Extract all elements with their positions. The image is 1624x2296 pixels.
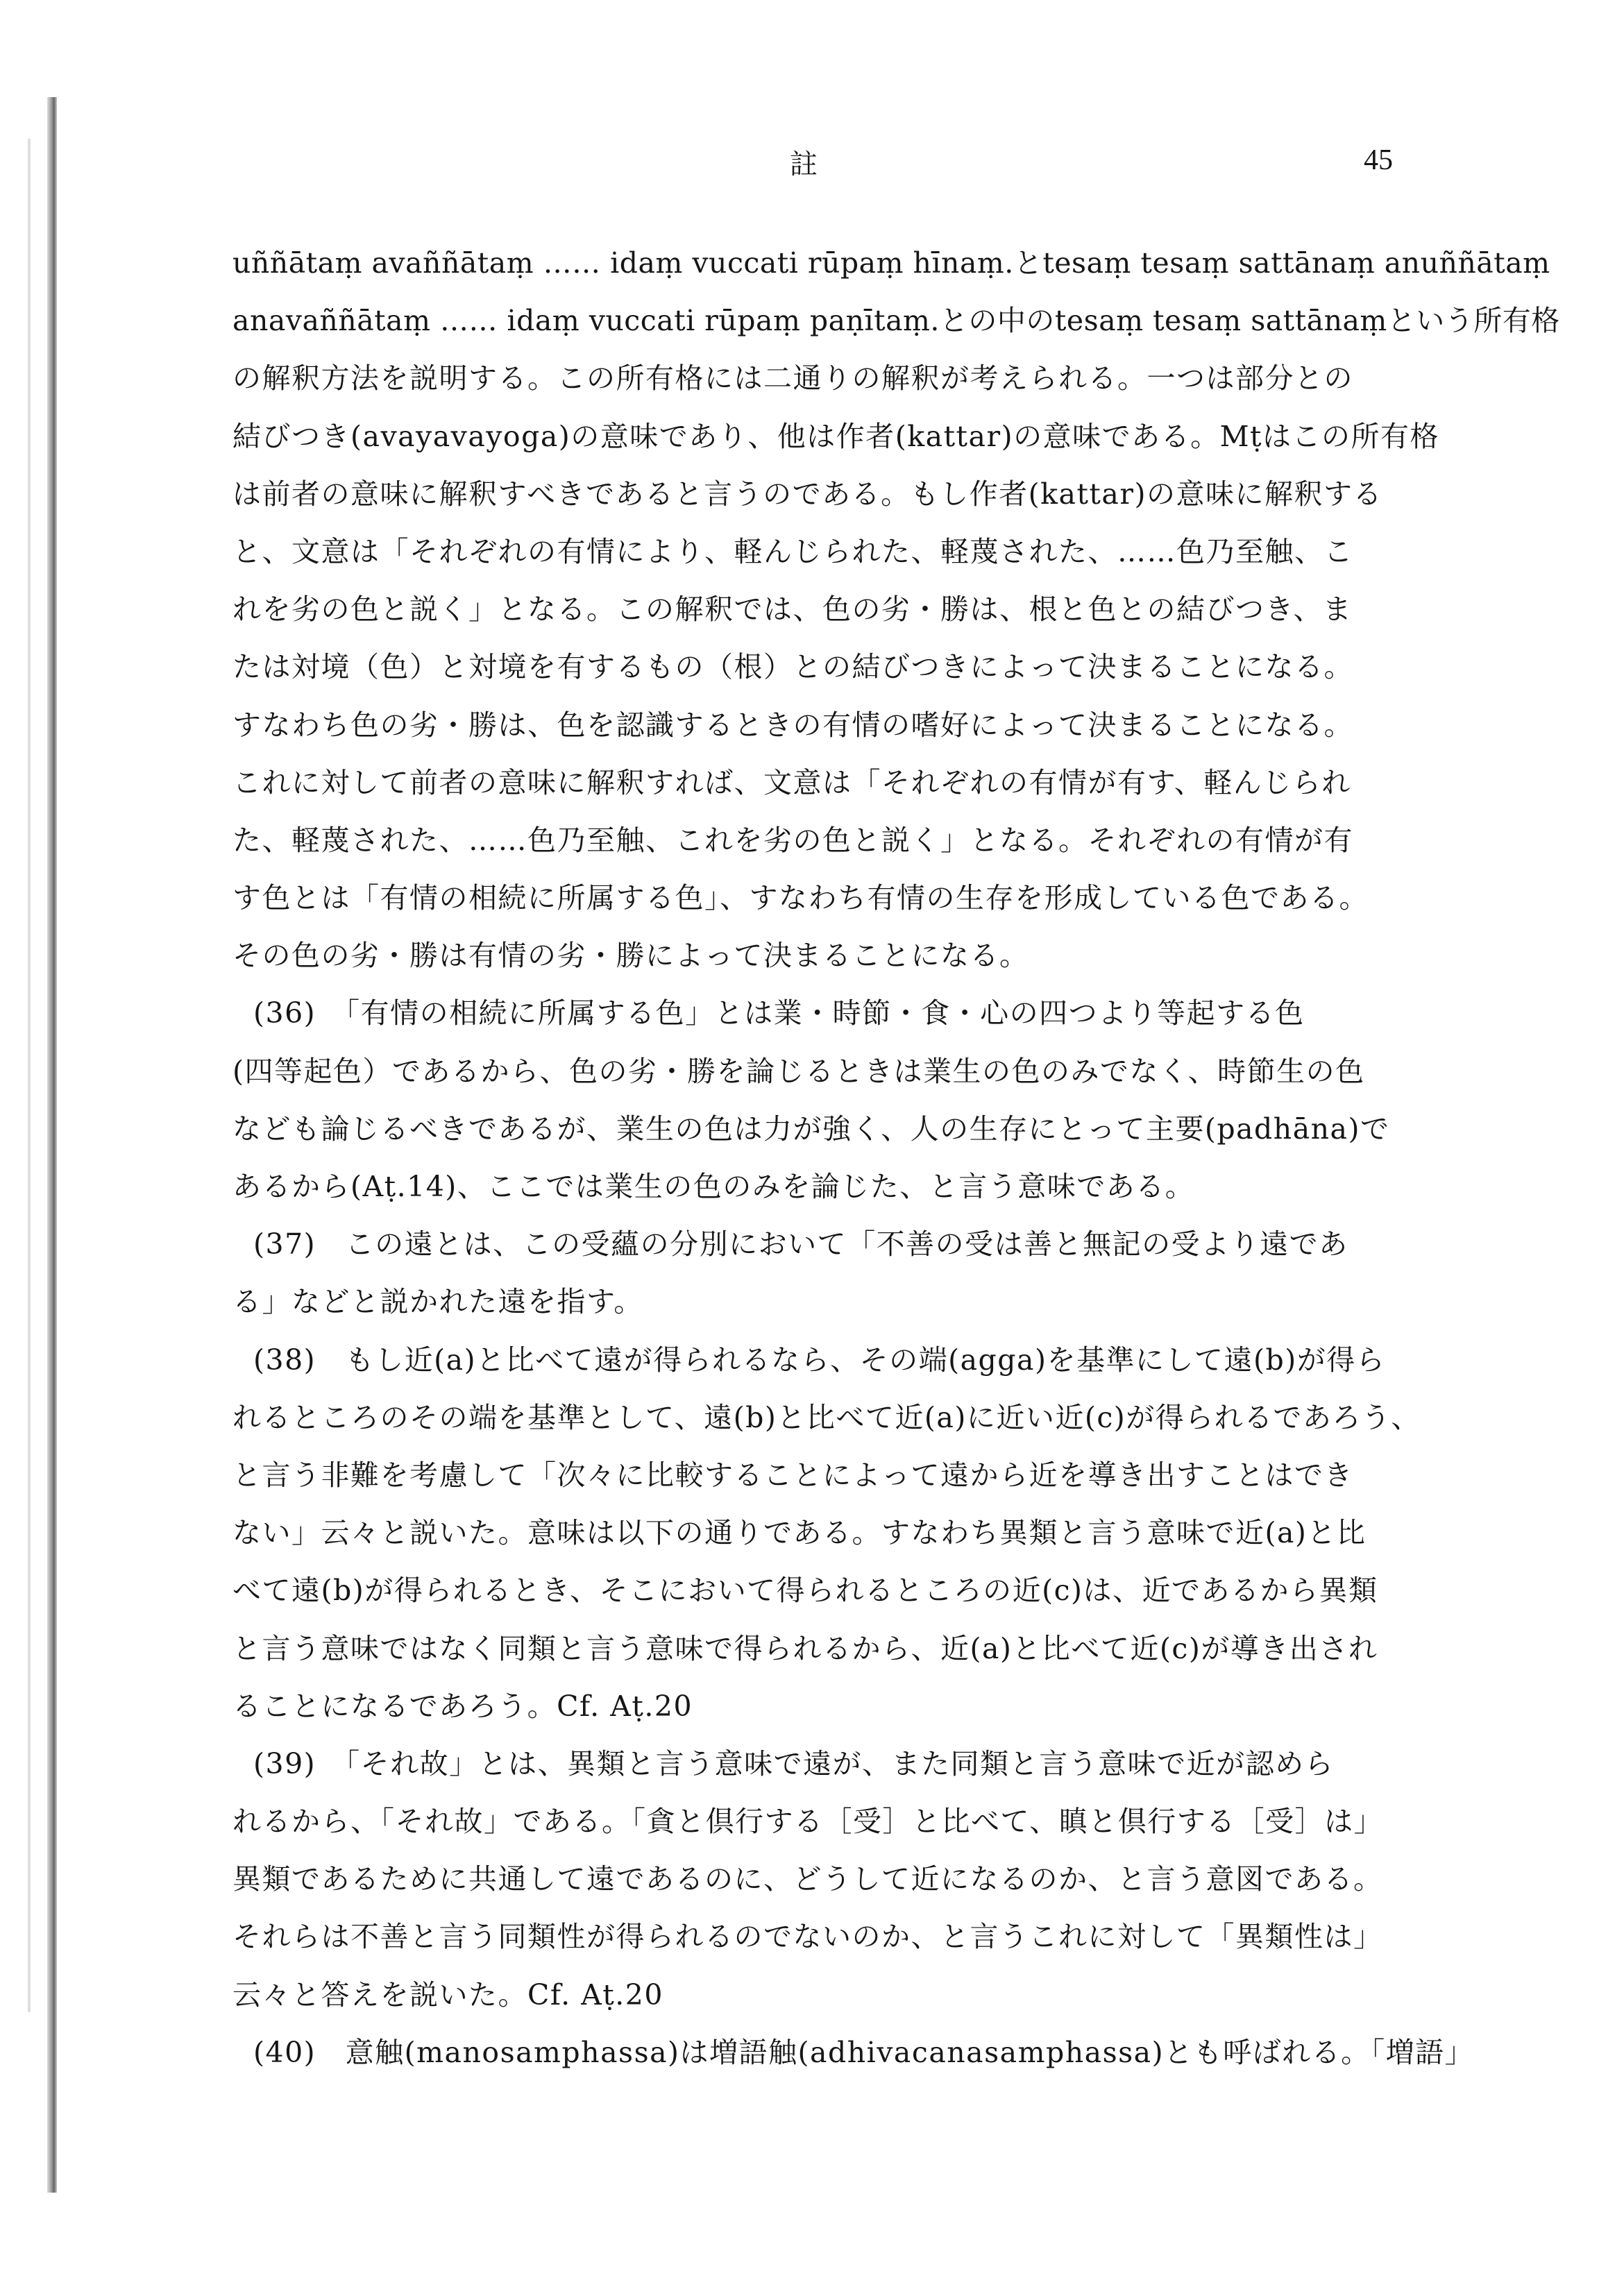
text-line: たは対境（色）と対境を有するもの（根）との結びつきによって決まることになる。 [232, 650, 1353, 684]
text-line: その色の劣・勝は有情の劣・勝によって決まることになる。 [232, 939, 1029, 973]
text-line: べて遠(b)が得られるとき、そこにおいて得られるところの近(c)は、近であるから異類 [232, 1574, 1378, 1608]
note-first-line: (36) 「有情の相続に所属する色」とは業・時節・食・心の四つより等起する色 [253, 996, 1305, 1030]
text-line: それらは不善と言う同類性が得られるのでないのか、と言うこれに対して「異類性は」 [232, 1920, 1383, 1954]
text-line: (四等起色）であるから、色の劣・勝を論じるときは業生の色のみでなく、時節生の色 [232, 1054, 1365, 1088]
note-first-line: (40) 意触(manosamphassa)は増語触(adhivacanasamphassa)とも呼ばれる。「増語」 [253, 2035, 1475, 2069]
text-line: ることになるであろう。Cf. Aṭ.20 [232, 1689, 693, 1723]
text-line: れるから、「それ故」である。「貪と倶行する［受］と比べて、瞋と倶行する［受］は」 [232, 1805, 1384, 1839]
section-title: 註 [790, 148, 818, 180]
text-line: と、文意は「それぞれの有情により、軽んじられた、軽蔑された、……色乃至触、こ [232, 534, 1353, 568]
text-line: uññātaṃ avaññātaṃ …… idaṃ vuccati rūpaṃ hīnaṃ.とtesaṃ tesaṃ sattānaṃ anuññātaṃ [232, 246, 1550, 280]
text-line: 異類であるために共通して遠であるのに、どうして近になるのか、と言う意図である。 [232, 1862, 1383, 1896]
text-line: あるから(Aṭ.14)、ここでは業生の色のみを論じた、と言う意味である。 [232, 1170, 1195, 1203]
note-35-continued [232, 235, 1560, 985]
note-37 [232, 1216, 1419, 1331]
note-first-line: (39) 「それ故」とは、異類と言う意味で遠が、また同類と言う意味で近が認めら [253, 1746, 1335, 1780]
scan-shadow-line [28, 139, 31, 2012]
note-38 [232, 1332, 1419, 1735]
text-line: れを劣の色と説く」となる。この解釈では、色の劣・勝は、根と色との結びつき、ま [232, 593, 1353, 627]
running-head [0, 142, 1624, 184]
text-line: と言う非難を考慮して「次々に比較することによって遠から近を導き出すことはでき [232, 1458, 1353, 1492]
notes-body [232, 235, 1560, 2082]
note-39 [232, 1735, 1419, 2024]
text-line: 結びつき(avayavayoga)の意味であり、他は作者(kattar)の意味である。Mṭはこの所有格 [232, 419, 1440, 453]
text-line: す色とは「有情の相続に所属する色」、すなわち有情の生存を形成している色である。 [232, 881, 1369, 915]
text-line: た、軽蔑された、……色乃至触、これを劣の色と説く」となる。それぞれの有情が有 [232, 823, 1353, 857]
text-line: ない」云々と説いた。意味は以下の通りである。すなわち異類と言う意味で近(a)と比 [232, 1516, 1367, 1550]
text-line: なども論じるべきであるが、業生の色は力が強く、人の生存にとって主要(padhāna)で [232, 1112, 1390, 1146]
text-line: これに対して前者の意味に解釈すれば、文意は「それぞれの有情が有す、軽んじられ [232, 765, 1351, 799]
text-line: は前者の意味に解釈すべきであると言うのである。もし作者(kattar)の意味に解釈する [232, 477, 1382, 511]
text-line: と言う意味ではなく同類と言う意味で得られるから、近(a)と比べて近(c)が導き出され [232, 1631, 1378, 1665]
binding-edge-shadow [47, 97, 57, 2193]
note-36 [232, 985, 1419, 1216]
text-line: すなわち色の劣・勝は、色を認識するときの有情の嗜好によって決まることになる。 [232, 708, 1353, 742]
text-line: る」などと説かれた遠を指す。 [232, 1285, 643, 1319]
text-line: anavaññātaṃ …… idaṃ vuccati rūpaṃ paṇītaṃ.との中のtesaṃ tesaṃ sattānaṃという所有格 [232, 304, 1560, 338]
note-first-line: (38) もし近(a)と比べて遠が得られるなら、その端(agga)を基準にして遠(b)が得ら [253, 1343, 1386, 1377]
text-line: 云々と答えを説いた。Cf. Aṭ.20 [232, 1978, 663, 2012]
note-first-line: (37) この遠とは、この受蘊の分別において「不善の受は善と無記の受より遠であ [253, 1227, 1348, 1261]
note-40 [232, 2024, 1475, 2082]
page-number: 45 [1364, 144, 1393, 176]
text-line: の解釈方法を説明する。この所有格には二通りの解釈が考えられる。一つは部分との [232, 362, 1353, 396]
text-line: れるところのその端を基準として、遠(b)と比べて近(a)に近い近(c)が得られるであろう、 [232, 1400, 1421, 1434]
